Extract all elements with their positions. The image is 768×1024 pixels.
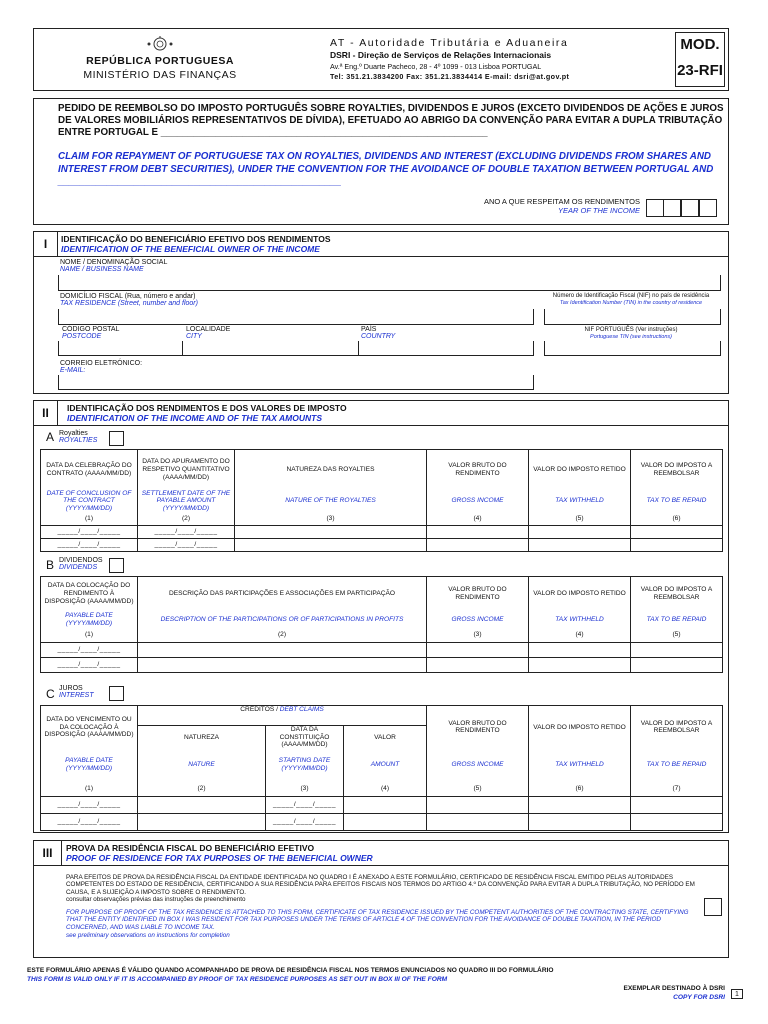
nif-label-en: Tax Identification Number (TIN) in the country of residence bbox=[559, 300, 703, 306]
interest-checkbox[interactable] bbox=[109, 686, 124, 701]
section-2-title-en: IDENTIFICATION OF THE INCOME AND OF THE TAX AMOUNTS bbox=[67, 413, 322, 423]
nifpt-input[interactable] bbox=[544, 341, 721, 356]
dividends-n5: (5) bbox=[631, 629, 723, 643]
royalties-h6: VALOR DO IMPOSTO A REEMBOLSAR bbox=[631, 450, 723, 490]
postcode-label-pt: CÓDIGO POSTAL bbox=[62, 326, 120, 333]
royalties-cell[interactable] bbox=[631, 538, 723, 551]
footer-valid-en: THIS FORM IS VALID ONLY IF IT IS ACCOMPANIED BY PROOF OF TAX RESIDENCE PURPOSES AS SET OUT IN BOX III OF THE FORM bbox=[27, 976, 448, 983]
email-label-pt: CORREIO ELETRÓNICO: bbox=[60, 360, 143, 367]
interest-claims-en: DEBT CLAIMS bbox=[279, 706, 324, 713]
interest-n1: (1) bbox=[41, 781, 138, 797]
dividends-h1: DATA DA COLOCAÇÃO DO RENDIMENTO À DISPOSIÇÃO (AAAA/MM/DD) bbox=[41, 577, 138, 611]
interest-h1: DATA DO VENCIMENTO OU DA COLOCAÇÃO À DISPOSIÇÃO (AAAA/MM/DD) bbox=[41, 706, 138, 749]
nifpt-label-en: Portuguese TIN (see instructions) bbox=[590, 334, 672, 340]
page-number: 1 bbox=[731, 989, 743, 999]
interest-label-pt: JUROS bbox=[59, 685, 83, 692]
royalties-h3: NATUREZA DAS ROYALTIES bbox=[235, 450, 427, 490]
title-pt: PEDIDO DE REEMBOLSO DO IMPOSTO PORTUGUÊS SOBRE ROYALTIES, DIVIDENDOS E JUROS (EXCETO DIVIDENDOS DE AÇÕES E JUROS DE VALORES MOBILIÁRIOS REPRESENTATIVOS DE DÍVIDA), EFETUADO AO ABRIGO DA CONVENÇÃO PARA EVITAR A DUPLA TRIBUTAÇÃO ENTRE PORTUGAL E ____________________________________________________________ bbox=[58, 103, 724, 138]
royalties-h4: VALOR BRUTO DO RENDIMENTO bbox=[427, 450, 529, 490]
royalties-table bbox=[40, 449, 723, 552]
section-1-title-pt: IDENTIFICAÇÃO DO BENEFICIÁRIO EFETIVO DOS RENDIMENTOS bbox=[61, 234, 331, 244]
dividends-e2: DESCRIPTION OF THE PARTICIPATIONS OR OF PARTICIPATIONS IN PROFITS bbox=[138, 611, 427, 629]
royalties-e5: TAX WITHHELD bbox=[529, 490, 631, 513]
interest-claims-header bbox=[138, 706, 427, 726]
city-input[interactable] bbox=[182, 341, 358, 356]
interest-date-cell[interactable]: _____/____/_____ bbox=[41, 797, 138, 814]
section-2-number: II bbox=[34, 401, 58, 425]
year-field-2[interactable] bbox=[663, 199, 681, 217]
interest-n5: (5) bbox=[427, 781, 529, 797]
interest-table bbox=[40, 705, 723, 831]
royalties-checkbox[interactable] bbox=[109, 431, 124, 446]
royalties-h5: VALOR DO IMPOSTO RETIDO bbox=[529, 450, 631, 490]
dividends-n1: (1) bbox=[41, 629, 138, 643]
interest-e2: NATURE bbox=[138, 749, 266, 781]
section-3-text-pt: PARA EFEITOS DE PROVA DA RESIDÊNCIA FISCAL DA ENTIDADE IDENTIFICADA NO QUADRO I É ANEXADO A ESTE FORMULÁRIO, CERTIFICADO DE RESIDÊNCIA FISCAL EMITIDO PELAS AUTORIDADES COMPETENTES DO ESTADO DE RESIDÊNCIA, CERTIFICANDO A SUA RESIDÊNCIA PARA EFEITOS FISCAIS NOS TERMOS DO ARTIGO 4.º DA CONVENÇÃO PARA EVITAR A DUPLA TRIBUTAÇÃO, NO PERÍODO EM CAUSA, E A SUJEIÇÃO A IMPOSTO SOBRE O RENDIMENTO. bbox=[66, 874, 695, 896]
coat-of-arms-icon bbox=[145, 35, 175, 53]
dividends-cell[interactable] bbox=[427, 658, 529, 673]
interest-n3: (3) bbox=[266, 781, 344, 797]
name-label-en: NAME / BUSINESS NAME bbox=[60, 266, 144, 273]
address-label-pt: DOMICÍLIO FISCAL (Rua, número e andar) bbox=[60, 293, 196, 300]
name-label-pt: NOME / DENOMINAÇÃO SOCIAL bbox=[60, 259, 168, 266]
at-address: Av.ª Eng.º Duarte Pacheco, 28 - 4º 1099 - 013 Lisboa PORTUGAL bbox=[330, 62, 542, 71]
table-row[interactable] bbox=[41, 797, 723, 814]
interest-cell[interactable] bbox=[427, 797, 529, 814]
interest-label-en: INTEREST bbox=[59, 692, 94, 699]
city-label-en: CITY bbox=[186, 333, 202, 340]
royalties-e4: GROSS INCOME bbox=[427, 490, 529, 513]
dividends-cell[interactable] bbox=[631, 643, 723, 658]
year-label-pt: ANO A QUE RESPEITAM OS RENDIMENTOS bbox=[483, 197, 640, 206]
dividends-h4: VALOR DO IMPOSTO RETIDO bbox=[529, 577, 631, 611]
footer-valid-pt: ESTE FORMULÁRIO APENAS É VÁLIDO QUANDO ACOMPANHADO DE PROVA DE RESIDÊNCIA FISCAL NOS TERMOS ENUNCIADOS NO QUADRO III DO FORMULÁRIO bbox=[27, 967, 554, 974]
interest-h4: VALOR bbox=[344, 726, 427, 749]
dividends-e1: PAYABLE DATE (YYYY/MM/DD) bbox=[41, 611, 138, 629]
table-row[interactable] bbox=[41, 658, 723, 673]
dividends-n2: (2) bbox=[138, 629, 427, 643]
interest-cell[interactable] bbox=[344, 814, 427, 831]
country-label-en: COUNTRY bbox=[361, 333, 396, 340]
royalties-e1: DATE OF CONCLUSION OF THE CONTRACT (YYYY/MM/DD) bbox=[41, 490, 138, 513]
dividends-date-cell[interactable]: _____/____/_____ bbox=[41, 643, 138, 658]
royalties-cell[interactable] bbox=[235, 538, 427, 551]
footer-copy-en: COPY FOR DSRI bbox=[673, 994, 725, 1001]
dividends-cell[interactable] bbox=[631, 658, 723, 673]
interest-h7: VALOR DO IMPOSTO A REEMBOLSAR bbox=[631, 706, 723, 749]
interest-cell[interactable] bbox=[529, 797, 631, 814]
dividends-cell[interactable] bbox=[138, 643, 427, 658]
interest-h6: VALOR DO IMPOSTO RETIDO bbox=[529, 706, 631, 749]
country-label-pt: PAÍS bbox=[361, 326, 377, 333]
republica-title: REPÚBLICA PORTUGUESA bbox=[86, 55, 234, 67]
interest-e7: TAX TO BE REPAID bbox=[631, 749, 723, 781]
dividends-e4: TAX WITHHELD bbox=[529, 611, 631, 629]
interest-date-cell[interactable]: _____/____/_____ bbox=[266, 797, 344, 814]
postcode-input[interactable] bbox=[58, 341, 182, 356]
interest-e1: PAYABLE DATE (YYYY/MM/DD) bbox=[41, 749, 138, 781]
year-label-en: YEAR OF THE INCOME bbox=[558, 206, 640, 215]
royalties-h2: DATA DO APURAMENTO DO RESPETIVO QUANTITATIVO (AAAA/MM/DD) bbox=[138, 450, 235, 490]
dividends-checkbox[interactable] bbox=[109, 558, 124, 573]
dsri-name: DSRI - Direção de Serviços de Relações Internacionais bbox=[330, 50, 552, 60]
nifpt-label-pt: NIF PORTUGUÊS (Ver instruções) bbox=[584, 327, 678, 333]
dividends-cell[interactable] bbox=[138, 658, 427, 673]
address-input[interactable] bbox=[58, 309, 534, 325]
postcode-label-en: POSTCODE bbox=[62, 333, 102, 340]
interest-n2: (2) bbox=[138, 781, 266, 797]
year-field-1[interactable] bbox=[646, 199, 664, 217]
royalties-cell[interactable] bbox=[529, 538, 631, 551]
interest-h3: DATA DA CONSTITUIÇÃO (AAAA/MM/DD) bbox=[266, 726, 344, 749]
royalties-date-cell[interactable]: _____/____/_____ bbox=[41, 525, 138, 538]
table-row[interactable] bbox=[41, 643, 723, 658]
interest-cell[interactable] bbox=[529, 814, 631, 831]
royalties-letter: A bbox=[46, 430, 55, 444]
dividends-h5: VALOR DO IMPOSTO A REEMBOLSAR bbox=[631, 577, 723, 611]
royalties-e2: SETTLEMENT DATE OF THE PAYABLE AMOUNT (YYYY/MM/DD) bbox=[138, 490, 235, 513]
royalties-e6: TAX TO BE REPAID bbox=[631, 490, 723, 513]
interest-n4: (4) bbox=[344, 781, 427, 797]
royalties-e3: NATURE OF THE ROYALTIES bbox=[235, 490, 427, 513]
footer-copy-pt: EXEMPLAR DESTINADO À DSRI bbox=[623, 985, 725, 992]
interest-e6: TAX WITHHELD bbox=[529, 749, 631, 781]
interest-cell[interactable] bbox=[138, 797, 266, 814]
dividends-n3: (3) bbox=[427, 629, 529, 643]
royalties-n6: (6) bbox=[631, 512, 723, 525]
interest-h2: NATUREZA bbox=[138, 726, 266, 749]
table-row[interactable] bbox=[41, 814, 723, 831]
interest-h5: VALOR BRUTO DO RENDIMENTO bbox=[427, 706, 529, 749]
name-input[interactable] bbox=[58, 275, 721, 291]
section-1-number: I bbox=[34, 232, 58, 256]
interest-date-cell[interactable]: _____/____/_____ bbox=[41, 814, 138, 831]
country-input[interactable] bbox=[358, 341, 534, 356]
nif-input[interactable] bbox=[544, 309, 721, 325]
year-field-4[interactable] bbox=[699, 199, 717, 217]
royalties-date-cell[interactable]: _____/____/_____ bbox=[41, 538, 138, 551]
section-2-title-pt: IDENTIFICAÇÃO DOS RENDIMENTOS E DOS VALORES DE IMPOSTO bbox=[67, 403, 347, 413]
section-3-note-pt: consultar observações prévias das instruções de preenchimento bbox=[66, 896, 246, 903]
email-input[interactable] bbox=[58, 375, 534, 390]
nif-label-pt: Número de Identificação Fiscal (NIF) no país de residência bbox=[552, 293, 710, 299]
royalties-date-cell[interactable]: _____/____/_____ bbox=[138, 538, 235, 551]
mod-label: MOD. bbox=[680, 36, 720, 53]
residence-proof-checkbox[interactable] bbox=[704, 898, 722, 916]
interest-cell[interactable] bbox=[344, 797, 427, 814]
section-3-text-en: FOR PURPOSE OF PROOF OF THE TAX RESIDENCE IS ATTACHED TO THIS FORM, CERTIFICATE OF TAX RESIDENCE ISSUED BY THE COMPETENT AUTHORITIES OF THE CONTRACTING STATE, CERTIFYING THAT THE ENTITY IDENTIFIED IN BOX I WAS RESIDENT FOR TAX PURPOSES UNDER THE TERMS OF ARTICLE 4 OF THE CONVENTION FOR THE AVOIDANCE OF DOUBLE TAXATION, IN THE PERIOD CONCERNED, AND WAS LIABLE TO INCOME TAX. bbox=[66, 909, 689, 931]
address-label-en: TAX RESIDENCE (Street, number and floor) bbox=[60, 300, 198, 307]
dividends-label-pt: DIVIDENDOS bbox=[59, 557, 103, 564]
mod-code: 23-RFI bbox=[677, 62, 723, 79]
royalties-cell[interactable] bbox=[427, 525, 529, 538]
interest-e4: AMOUNT bbox=[344, 749, 427, 781]
dividends-label-en: DIVIDENDS bbox=[59, 564, 98, 571]
section-1-title-en: IDENTIFICATION OF THE BENEFICIAL OWNER OF THE INCOME bbox=[61, 244, 320, 254]
ministerio-title: MINISTÉRIO DAS FINANÇAS bbox=[83, 69, 237, 81]
interest-cell[interactable] bbox=[631, 814, 723, 831]
interest-n6: (6) bbox=[529, 781, 631, 797]
interest-n7: (7) bbox=[631, 781, 723, 797]
section-3-number: III bbox=[34, 841, 62, 865]
dividends-date-cell[interactable]: _____/____/_____ bbox=[41, 658, 138, 673]
interest-e5: GROSS INCOME bbox=[427, 749, 529, 781]
royalties-n1: (1) bbox=[41, 512, 138, 525]
interest-claims-pt: CRÉDITOS / bbox=[240, 706, 280, 713]
dividends-h3: VALOR BRUTO DO RENDIMENTO bbox=[427, 577, 529, 611]
royalties-n3: (3) bbox=[235, 512, 427, 525]
dividends-cell[interactable] bbox=[427, 643, 529, 658]
royalties-n2: (2) bbox=[138, 512, 235, 525]
royalties-cell[interactable] bbox=[529, 525, 631, 538]
dividends-e3: GROSS INCOME bbox=[427, 611, 529, 629]
section-3-title-en: PROOF OF RESIDENCE FOR TAX PURPOSES OF THE BENEFICIAL OWNER bbox=[66, 853, 373, 863]
royalties-cell[interactable] bbox=[427, 538, 529, 551]
royalties-date-cell[interactable]: _____/____/_____ bbox=[138, 525, 235, 538]
table-row[interactable] bbox=[41, 538, 723, 551]
royalties-cell[interactable] bbox=[631, 525, 723, 538]
royalties-n5: (5) bbox=[529, 512, 631, 525]
royalties-n4: (4) bbox=[427, 512, 529, 525]
interest-letter: C bbox=[46, 687, 55, 701]
royalties-cell[interactable] bbox=[235, 525, 427, 538]
dividends-letter: B bbox=[46, 558, 55, 572]
royalties-label-pt: Royalties bbox=[59, 430, 88, 437]
interest-date-cell[interactable]: _____/____/_____ bbox=[266, 814, 344, 831]
dividends-e5: TAX TO BE REPAID bbox=[631, 611, 723, 629]
table-row[interactable] bbox=[41, 525, 723, 538]
dividends-cell[interactable] bbox=[529, 658, 631, 673]
interest-cell[interactable] bbox=[427, 814, 529, 831]
dividends-n4: (4) bbox=[529, 629, 631, 643]
royalties-label-en: ROYALTIES bbox=[59, 437, 98, 444]
at-name: AT - Autoridade Tributária e Aduaneira bbox=[330, 37, 569, 49]
royalties-h1: DATA DA CELEBRAÇÃO DO CONTRATO (AAAA/MM/DD) bbox=[41, 450, 138, 490]
dividends-cell[interactable] bbox=[529, 643, 631, 658]
title-en: CLAIM FOR REPAYMENT OF PORTUGUESE TAX ON ROYALTIES, DIVIDENDS AND INTEREST (EXCLUDING DIVIDENDS FROM SHARES AND INTEREST FROM DEBT SECURITIES), UNDER THE CONVENTION FOR THE AVOIDANCE OF DOUBLE TAXATION BETWEEN PORTUGAL AND ____________________________________________________ bbox=[58, 151, 714, 187]
dividends-table bbox=[40, 576, 723, 673]
at-contacts: Tel: 351.21.3834200 Fax: 351.21.3834414 E-mail: dsri@at.gov.pt bbox=[330, 72, 570, 81]
interest-cell[interactable] bbox=[631, 797, 723, 814]
dividends-h2: DESCRIÇÃO DAS PARTICIPAÇÕES E ASSOCIAÇÕES EM PARTICIPAÇÃO bbox=[138, 577, 427, 611]
interest-cell[interactable] bbox=[138, 814, 266, 831]
section-3-note-en: see preliminary observations on instructions for completion bbox=[66, 932, 230, 939]
interest-e3: STARTING DATE (YYYY/MM/DD) bbox=[266, 749, 344, 781]
email-label-en: E-MAIL: bbox=[60, 367, 86, 374]
city-label-pt: LOCALIDADE bbox=[186, 326, 231, 333]
section-3-title-pt: PROVA DA RESIDÊNCIA FISCAL DO BENEFICIÁRIO EFETIVO bbox=[66, 843, 315, 853]
year-field-3[interactable] bbox=[681, 199, 699, 217]
